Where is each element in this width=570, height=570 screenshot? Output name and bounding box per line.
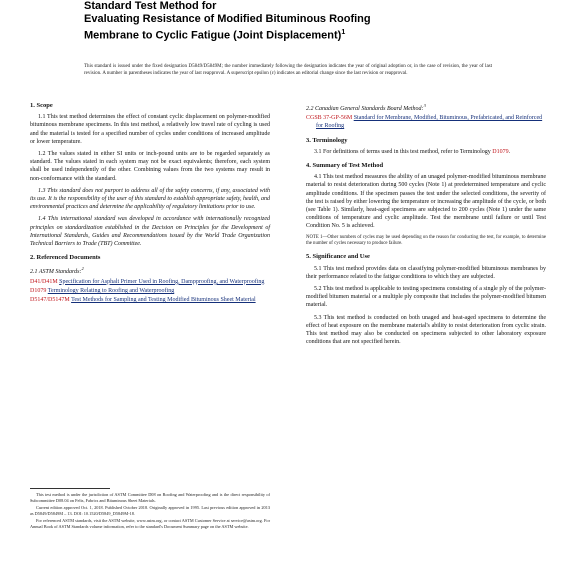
astm-footnote-mark: 2 [81,266,84,272]
reference-title-link[interactable]: Test Methods for Sampling and Testing Modified Bituminous Sheet Material [71,297,256,304]
reference-code-link[interactable]: D5147/D5147M [30,297,70,304]
title-line-3 [84,26,504,43]
title-footnote-mark: 1 [341,29,346,36]
designation-note: This standard is issued under the fixed designation D5849/D5849M; the number immediately following the designation indicates the year of original adoption or, in the case of revision, the year of last revision. A number in parentheses indicates the year of last reapproval. A superscript epsilon (ε) indicates an editorial change since the last revision or reapproval. [84,64,492,76]
footnote-2: For referenced ASTM standards, visit the ASTM website, www.astm.org, or contact ASTM Customer Service at service@astm.org. For Annual Book of ASTM Standards volume information, refer to the standard's Document Summary page on the ASTM website. [30,518,270,529]
title-line-3-text: Membrane to Cyclic Fatigue (Joint Displacement) [84,29,342,42]
reference-title-link[interactable]: Specification for Asphalt Primer Used in Roofing, Dampproofing, and Waterproofing [59,278,265,285]
cgsb-label [306,102,546,113]
paragraph-3-1: 3.1 For definitions of terms used in this test method, refer to Terminology D1079. [314,148,511,155]
astm-standards-label-text: 2.1 ASTM Standards: [30,269,82,276]
title-line-2: Evaluating Resistance of Modified Bituminous Roofing [84,13,371,25]
paragraph-1-2: 1.2 The values stated in either SI units or inch-pound units are to be regarded separately as standard. The values stated in each system may not be exact equivalents; therefore, each system shall be used independently of the other. Combining values from the two systems may result in non-conformance with the standard. [30,151,270,182]
title-line-1: Standard Test Method for [84,0,217,12]
footnote-1-edition: Current edition approved Oct. 1, 2018. Published October 2018. Originally approved in 1995. Last previous edition approved in 2013 as D5849/D5849M – 13. DOI: 10.1520/D5849_D5849M-18. [30,505,270,516]
astm-standards-label [30,265,270,276]
reference-title-link[interactable]: Terminology Relating to Roofing and Waterproofing [47,287,175,294]
reference-item[interactable] [30,278,270,286]
reference-code-link[interactable]: CGSB 37-GP-56M [306,115,353,122]
paragraph-5-1: 5.1 This test method provides data on classifying polymer-modified bituminous membranes by their performance related to the fatigue conditions to which they are subjected. [306,265,546,280]
note-1: NOTE 1—Other numbers of cycles may be used depending on the reason for conducting the test, for example, to determine the number of cycles necessary to produce failure. [306,234,546,247]
scope-heading: 1. Scope [30,102,53,109]
footnotes [30,492,270,532]
reference-item[interactable] [306,114,546,130]
paragraph-3-1-text: 3.1 For definitions of terms used in this test method, refer to Terminology [314,148,491,155]
reference-code-link[interactable]: D1079 [30,287,47,294]
footnote-divider [30,488,110,489]
terminology-link[interactable]: D1079 [492,148,509,155]
terminology-heading: 3. Terminology [306,136,348,144]
paragraph-5-3: 5.3 This test method is conducted on both unaged and heat-aged specimens to determine the effect of heat exposure on the membrane material's ability to resist deterioration from cyclic strain. This test method may also be conducted on specimens subjected to other laboratory exposure conditions that are not specified herein. [306,314,546,346]
cgsb-label-text: 2.2 Canadian General Standards Board Method: [306,106,424,112]
paragraph-5-2: 5.2 This test method is applicable to testing specimens consisting of a single ply of the polymer-modified bitumen material or a multiple ply composite that includes the polymer-modified bitumen material. [306,286,546,309]
paragraph-1-4: 1.4 This international standard was developed in accordance with internationally recognized principles on standardization established in the Decision on Principles for the Development of International Standards, Guides and Recommendations issued by the World Trade Organization Technical Barriers to Trade (TBT) Committee. [30,216,270,248]
right-column [306,96,546,350]
cgsb-footnote-mark: 3 [423,103,426,108]
footnote-1: This test method is under the jurisdiction of ASTM Committee D08 on Roofing and Waterproofing and is the direct responsibility of Subcommittee D08.04 on Felts, Fabrics and Bituminous Sheet Materials. [30,492,270,503]
reference-title-link[interactable]: Standard for Membrane, Modified, Bituminous, Prefabricated, and Reinforced for Roofing [316,115,543,130]
referenced-documents-heading: 2. Referenced Documents [30,254,101,262]
reference-code-link[interactable]: D41/D41M [30,278,58,285]
summary-heading: 4. Summary of Test Method [306,162,384,170]
paragraph-1-1: 1.1 This test method determines the effect of constant cyclic displacement on polymer-modified bituminous membrane specimens. In this test method, a relatively low travel rate of cycling is used and the material is tested for a specified number of cycles under conditions of increased amplitude or lower temperature. [30,114,270,145]
reference-item[interactable] [30,296,270,304]
reference-item[interactable] [30,287,270,295]
title-block [84,0,504,43]
significance-heading: 5. Significance and Use [306,253,370,261]
left-column [30,96,270,305]
paragraph-4-1: 4.1 This test method measures the ability of an unaged polymer-modified bituminous membrane material to resist deterioration during 500 cycles (Note 1) at predetermined temperature and cyclic amplitude conditions. If the specimen passes the test under the selected conditions, the severity of the test is raised by either lowering the temperature or increasing the amplitude of the cycle, or both (see Table 1). Similarly, heat-aged specimens are subjected to 200 cycles (Note 1) under the same conditions of temperature and cyclic amplitude. Test the membrane until failure or until Test Condition No. 5 is achieved. [306,174,546,230]
paragraph-1-3: 1.3 This standard does not purport to address all of the safety concerns, if any, associated with its use. It is the responsibility of the user of this standard to establish appropriate safety, health, and environmental practices and determine the applicability of regulatory limitations prior to use. [30,187,270,211]
